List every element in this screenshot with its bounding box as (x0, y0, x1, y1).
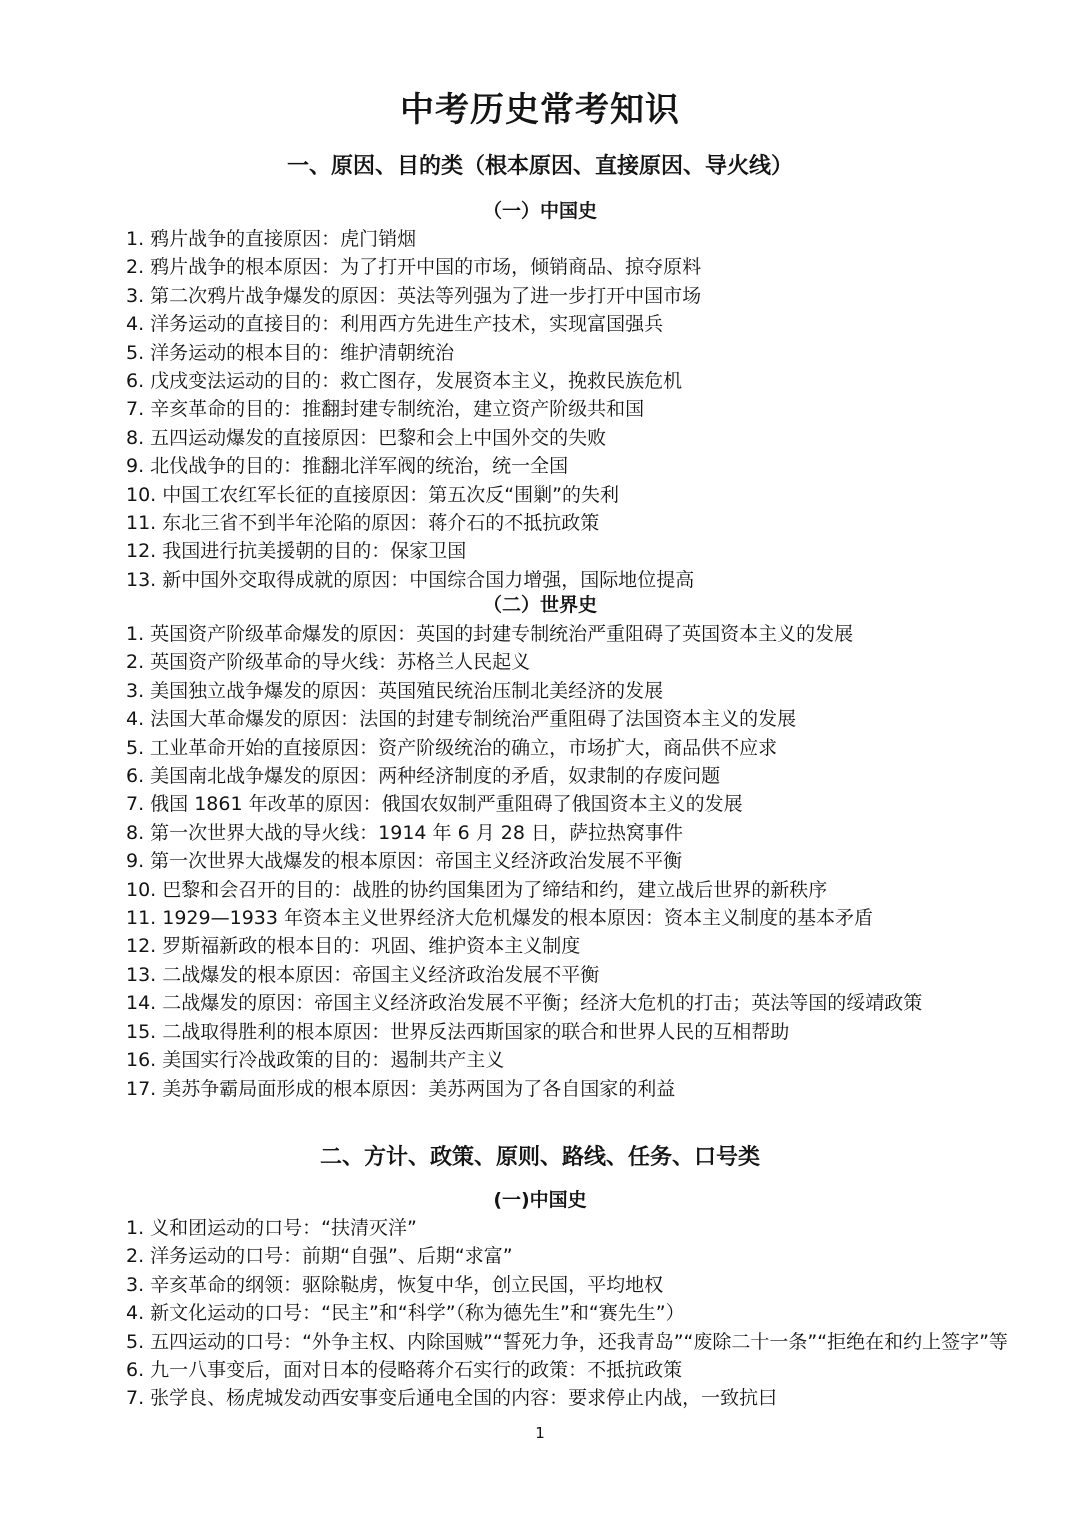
list-item: 8. 第一次世界大战的导火线：1914 年 6 月 28 日，萨拉热窝事件 (126, 821, 683, 844)
list-item: 6. 戊戌变法运动的目的：救亡图存，发展资本主义，挽救民族危机 (126, 370, 683, 393)
list-item: 1. 英国资产阶级革命爆发的原因：英国的封建专制统治严重阻碍了英国资本主义的发展 (126, 623, 854, 645)
list-item: 2. 鸦片战争的根本原因：为了打开中国的市场，倾销商品、掠夺原料 (126, 256, 702, 279)
list-item: 16. 美国实行冷战政策的目的：遏制共产主义 (126, 1049, 505, 1072)
list-item: 7. 张学良、杨虎城发动西安事变后通电全国的内容：要求停止内战，一致抗曰 (126, 1387, 778, 1410)
section-2-china-subtitle: (一)中国史 (493, 1189, 587, 1211)
list-item: 7. 辛亥革命的目的：推翻封建专制统治，建立资产阶级共和国 (126, 398, 645, 421)
list-item: 12. 我国进行抗美援朝的目的：保家卫国 (126, 540, 467, 563)
list-item: 6. 美国南北战争爆发的原因：两种经济制度的矛盾，奴隶制的存废问题 (126, 765, 721, 788)
list-item: 4. 法国大革命爆发的原因：法国的封建专制统治严重阻碍了法国资本主义的发展 (126, 708, 797, 731)
list-item: 1. 鸦片战争的直接原因：虎门销烟 (126, 228, 417, 250)
document-title: 中考历史常考知识 (400, 90, 680, 130)
section-1-title: 一、原因、目的类（根本原因、直接原因、导火线） (286, 154, 793, 179)
section-2-china-list (84, 1214, 1014, 1413)
list-item: 15. 二战取得胜利的根本原因：世界反法西斯国家的联合和世界人民的互相帮助 (126, 1020, 790, 1043)
list-item: 4. 新文化运动的口号：“民主”和“科学”（称为德先生”和“赛先生”） (126, 1302, 685, 1325)
list-item: 3. 第二次鸦片战争爆发的原因：英法等列强为了进一步打开中国市场 (126, 284, 702, 307)
list-item: 7. 俄国 1861 年改革的原因：俄国农奴制严重阻碍了俄国资本主义的发展 (126, 793, 743, 816)
list-item: 14. 二战爆发的原因：帝国主义经济政治发展不平衡；经济大危机的打击；英法等国的绥靖政策 (126, 992, 923, 1015)
list-item: 5. 五四运动的口号：“外争主权、内除国贼”“誓死力争，还我青岛”“废除二十一条”“拒绝在和约上签字”等 (126, 1330, 1008, 1353)
list-item: 8. 五四运动爆发的直接原因：巴黎和会上中国外交的失败 (126, 426, 607, 449)
list-item: 10. 巴黎和会召开的目的：战胜的协约国集团为了缔结和约，建立战后世界的新秩序 (126, 878, 828, 901)
list-item: 4. 洋务运动的直接目的：利用西方先进生产技术，实现富国强兵 (126, 313, 664, 336)
section-1-china-subtitle: （一）中国史 (482, 200, 597, 222)
list-item: 5. 洋务运动的根本目的：维护清朝统治 (126, 341, 455, 364)
section-1-world-list (84, 620, 1014, 1103)
list-item: 3. 辛亥革命的纲领：驱除鞑虏，恢复中华，创立民国，平均地权 (126, 1273, 664, 1296)
list-item: 13. 新中国外交取得成就的原因：中国综合国力增强，国际地位提高 (126, 568, 695, 591)
list-item: 5. 工业革命开始的直接原因：资产阶级统治的确立，市场扩大，商品供不应求 (126, 736, 778, 759)
list-item: 9. 第一次世界大战爆发的根本原因：帝国主义经济政治发展不平衡 (126, 850, 683, 873)
list-item: 9. 北伐战争的目的：推翻北洋军阀的统治，统一全国 (126, 455, 569, 478)
list-item: 13. 二战爆发的根本原因：帝国主义经济政治发展不平衡 (126, 963, 600, 986)
list-item: 10. 中国工农红军长征的直接原因：第五次反“围剿”的失利 (126, 483, 619, 506)
list-item: 12. 罗斯福新政的根本目的：巩固、维护资本主义制度 (126, 935, 581, 958)
list-item: 3. 美国独立战争爆发的原因：英国殖民统治压制北美经济的发展 (126, 679, 664, 702)
section-1-world-subtitle: （二）世界史 (482, 594, 597, 616)
section-1-china-list (84, 225, 1014, 594)
list-item: 1. 义和团运动的口号：“扶清灭洋” (126, 1217, 417, 1239)
list-item: 17. 美苏争霸局面形成的根本原因：美苏两国为了各自国家的利益 (126, 1077, 676, 1100)
list-item: 11. 1929—1933 年资本主义世界经济大危机爆发的根本原因：资本主义制度的基本矛盾 (126, 907, 874, 930)
list-item: 6. 九一八事变后，面对日本的侵略蒋介石实行的政策：不抵抗政策 (126, 1359, 683, 1382)
list-item: 2. 洋务运动的口号：前期“自强”、后期“求富” (126, 1245, 513, 1268)
list-item: 11. 东北三省不到半年沦陷的原因：蒋介石的不抵抗政策 (126, 512, 600, 535)
section-2-title: 二、方计、政策、原则、路线、任务、口号类 (319, 1145, 760, 1170)
list-item: 2. 英国资产阶级革命的导火线：苏格兰人民起义 (126, 651, 531, 674)
page-number: 1 (535, 1424, 545, 1442)
